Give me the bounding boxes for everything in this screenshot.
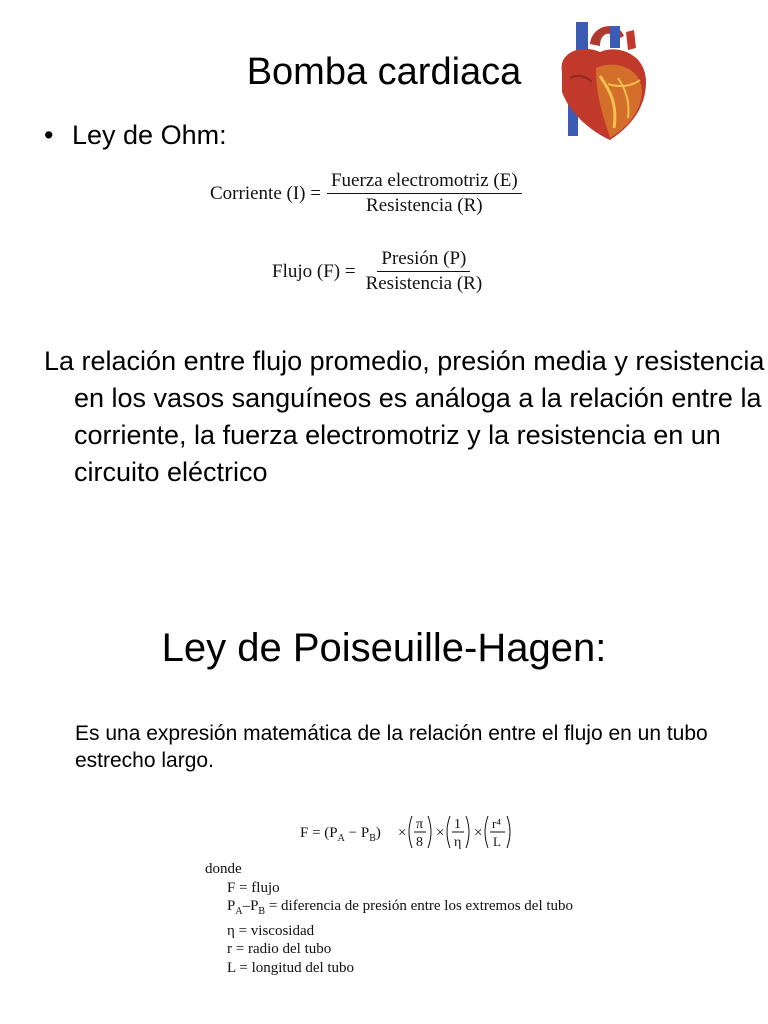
times-sign: ×	[436, 825, 445, 841]
times-sign: ×	[398, 825, 407, 841]
bullet-symbol: •	[44, 120, 54, 150]
def-sub-b: B	[258, 906, 266, 917]
formula-close: )	[375, 825, 381, 841]
svg-text:F = (PA − PB)	[300, 825, 381, 844]
formula-lhs: Flujo (F) =	[272, 260, 356, 282]
definition-item: η = viscosidad	[227, 922, 315, 939]
analogy-paragraph: La relación entre flujo promedio, presión media y resistencia en los vasos sanguíneos es análoga a la relación entre la corriente, la fuerza electromotriz y la resistencia en un circuito eléctrico	[44, 346, 765, 487]
one-digit: 1	[454, 817, 461, 832]
formula-fraction	[327, 170, 522, 217]
formula-minus: − P	[344, 825, 370, 841]
section-title: Ley de Poiseuille-Hagen:	[161, 626, 607, 670]
subscript-a: A	[337, 833, 345, 844]
ohm-formula-flow	[272, 248, 486, 295]
bullet-item	[44, 117, 227, 153]
slide-title: Bomba cardiaca	[246, 51, 522, 93]
def-pressure-text: = diferencia de presión entre los extremos del tubo	[265, 898, 574, 914]
definition-item	[205, 897, 573, 922]
pi-symbol: π	[416, 817, 424, 832]
r4-term: r⁴	[492, 816, 501, 831]
heart-illustration	[548, 18, 652, 146]
definition-item: F = flujo	[227, 879, 280, 896]
donde-label: donde	[205, 861, 242, 877]
bullet-text: Ley de Ohm:	[72, 120, 227, 150]
eta-symbol: η	[454, 835, 462, 850]
formula-denominator: Resistencia (R)	[366, 195, 483, 216]
def-minus-p: –P	[242, 898, 259, 914]
formula-lhs: F = (P	[300, 825, 338, 841]
eight-digit: 8	[416, 835, 423, 850]
definition-item: L = longitud del tubo	[227, 959, 355, 976]
ohm-formula-current	[210, 170, 522, 217]
poiseuille-formula	[300, 808, 530, 856]
formula-numerator: Fuerza electromotriz (E)	[327, 170, 522, 194]
subscript-b: B	[369, 833, 376, 844]
length-symbol: L	[493, 834, 501, 849]
times-sign: ×	[474, 825, 483, 841]
def-p: P	[227, 898, 236, 914]
formula-numerator: Presión (P)	[377, 248, 470, 272]
formula-lhs: Corriente (I) =	[210, 182, 321, 204]
definitions-list	[205, 860, 573, 977]
formula-fraction	[362, 248, 487, 295]
section-description: Es una expresión matemática de la relación entre el flujo en un tubo estrecho largo.	[75, 722, 708, 772]
definition-item: r = radio del tubo	[227, 941, 332, 957]
formula-denominator: Resistencia (R)	[365, 273, 483, 294]
def-sub-a: A	[235, 906, 243, 917]
